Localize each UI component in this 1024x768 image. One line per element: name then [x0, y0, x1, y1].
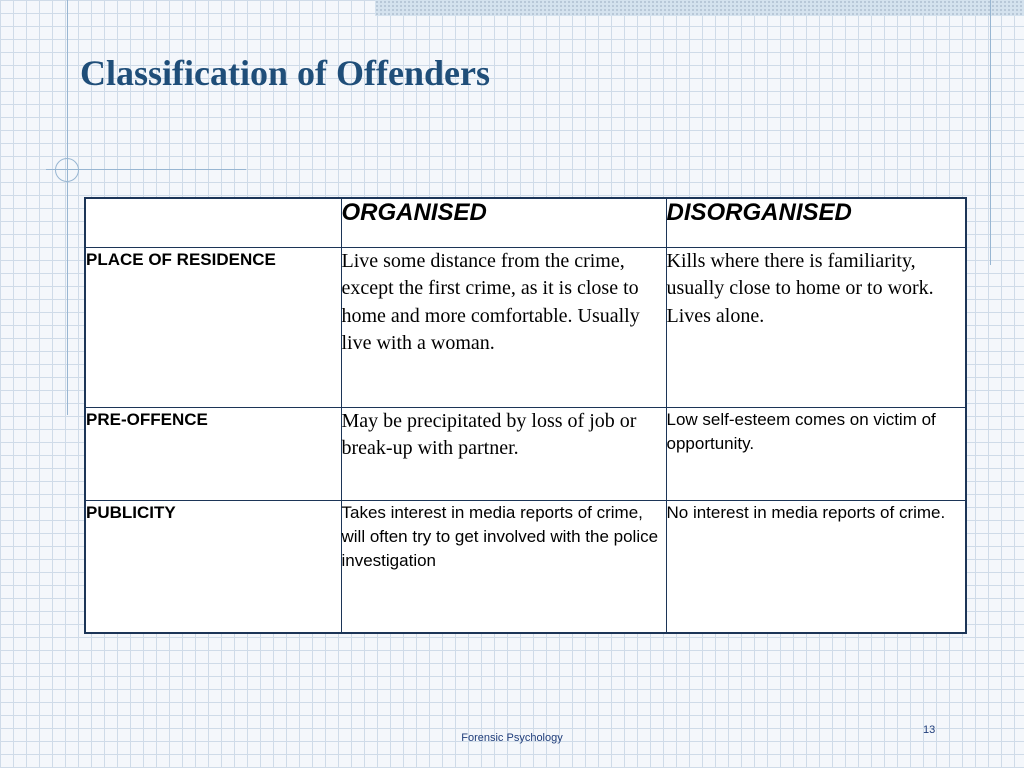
cell-publicity-disorganised: No interest in media reports of crime. — [666, 500, 966, 633]
left-vertical-accent-line — [67, 0, 68, 415]
header-organised: ORGANISED — [341, 198, 666, 247]
table-row-pre-offence — [85, 407, 966, 500]
right-vertical-accent-line — [990, 0, 991, 265]
row-label-place-of-residence: PLACE OF RESIDENCE — [85, 247, 341, 407]
row-label-publicity: PUBLICITY — [85, 500, 341, 633]
table-header-row — [85, 198, 966, 247]
cell-publicity-organised: Takes interest in media reports of crime, will often try to get involved with the police investigation — [341, 500, 666, 633]
slide-title: Classification of Offenders — [80, 53, 490, 93]
table-row-publicity — [85, 500, 966, 633]
table-row-place-of-residence — [85, 247, 966, 407]
cell-pre-offence-organised: May be precipitated by loss of job or break-up with partner. — [341, 407, 666, 500]
cell-pre-offence-disorganised: Low self-esteem comes on victim of opportunity. — [666, 407, 966, 500]
slide-footer: Forensic Psychology — [461, 732, 563, 744]
offender-classification-table — [84, 197, 967, 634]
cell-residence-organised: Live some distance from the crime, except the first crime, as it is close to home and more comfortable. Usually live with a woman. — [341, 247, 666, 407]
circle-accent-icon — [55, 158, 79, 182]
row-label-pre-offence: PRE-OFFENCE — [85, 407, 341, 500]
cell-residence-disorganised: Kills where there is familiarity, usually close to home or to work. Lives alone. — [666, 247, 966, 407]
header-empty-cell — [85, 198, 341, 247]
top-decorative-band — [375, 0, 1024, 16]
header-disorganised: DISORGANISED — [666, 198, 966, 247]
page-number: 13 — [923, 724, 936, 736]
